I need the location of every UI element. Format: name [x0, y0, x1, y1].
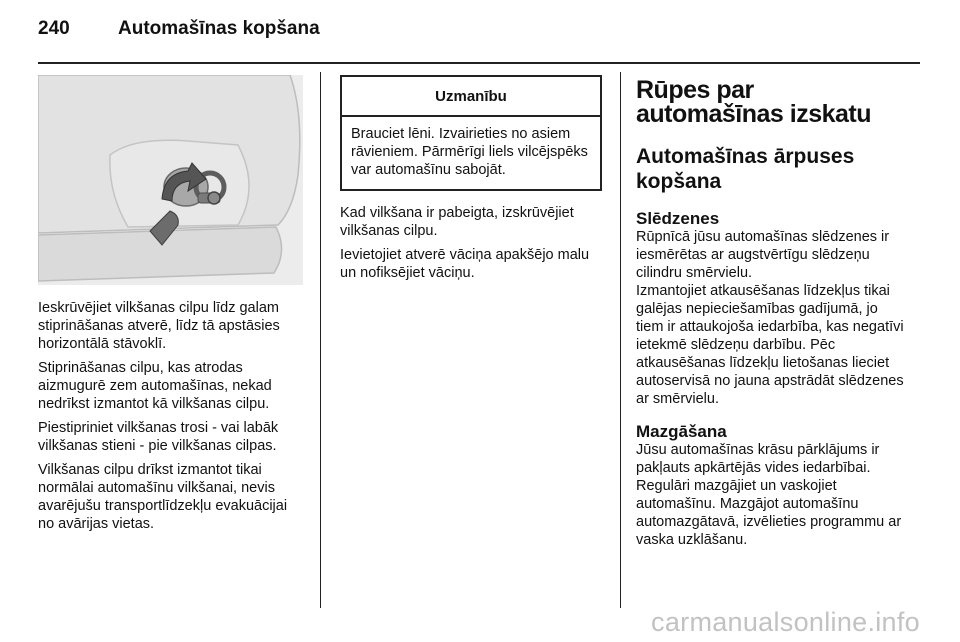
- paragraph: Ievietojiet atverē vāciņa apakšējo malu un nofiksējiet vāciņu.: [340, 247, 590, 281]
- subsection-heading: Automašīnas ārpuses kopšana: [636, 145, 855, 193]
- towing-eye-illustration: [38, 75, 303, 285]
- paragraph: Rūpnīcā jūsu automašīnas slēdzenes ir iesmērētas ar augstvērtīgu slēdzeņu cilindru smērvielu.: [636, 229, 890, 281]
- warning-text: Brauciet lēni. Izvairieties no asiem rāvieniem. Pārmērīgi liels vilcējspēks var automašīnu sabojāt.: [351, 126, 588, 178]
- paragraph: Jūsu automašīnas krāsu pārklājums ir pakļauts apkārtējās vides iedarbībai.: [636, 442, 880, 476]
- section-heading: Rūpes par automašīnas izskatu: [636, 76, 872, 128]
- paragraph: Piestipriniet vilkšanas trosi - vai labāk vilkšanas stieni - pie vilkšanas cilpas.: [38, 420, 279, 454]
- washing-heading: Mazgāšana: [636, 422, 727, 441]
- column-left: [38, 75, 306, 539]
- page-title: Automašīnas kopšana: [118, 18, 320, 39]
- paragraph: Stiprināšanas cilpu, kas atrodas aizmugurē zem automašīnas, nekad nedrīkst izmantot kā vilkšanas cilpu.: [38, 360, 272, 412]
- watermark: carmanualsonline.info: [651, 607, 920, 637]
- column-right: [636, 75, 906, 557]
- paragraph: Ieskrūvējiet vilkšanas cilpu līdz galam stiprināšanas atverē, līdz tā apstāsies horizontālā stāvoklī.: [38, 300, 280, 352]
- column-middle: [340, 75, 602, 288]
- warning-box: [340, 75, 602, 191]
- paragraph: Izmantojiet atkausēšanas līdzekļus tikai galējas nepieciešamības gadījumā, jo tiem ir attaukojoša iedarbība, kas negatīvi ietekmē slēdzeņu darbību. Pēc atkausēšanas līdzekļu lietošanas lieciet autoservisā no jauna apstrādāt slēdzenes ar smērvielu.: [636, 283, 904, 407]
- paragraph: Kad vilkšana ir pabeigta, izskrūvējiet vilkšanas cilpu.: [340, 205, 574, 239]
- locks-heading: Slēdzenes: [636, 209, 720, 228]
- column-divider-right: [620, 72, 621, 608]
- page-number: 240: [38, 18, 70, 39]
- warning-title: Uzmanību: [342, 77, 600, 117]
- header-divider: [38, 62, 920, 64]
- column-divider-left: [320, 72, 321, 608]
- paragraph: Regulāri mazgājiet un vaskojiet automašīnu. Mazgājot automašīnu automazgātavā, izvēlieties programmu ar vaska uzklāšanu.: [636, 478, 902, 548]
- paragraph: Vilkšanas cilpu drīkst izmantot tikai normālai automašīnu vilkšanai, nevis avarējušu transportlīdzekļu evakuācijai no avārijas vietas.: [38, 462, 288, 532]
- page-header: [38, 18, 320, 48]
- bumper-tow-eye-drawing: [38, 75, 303, 285]
